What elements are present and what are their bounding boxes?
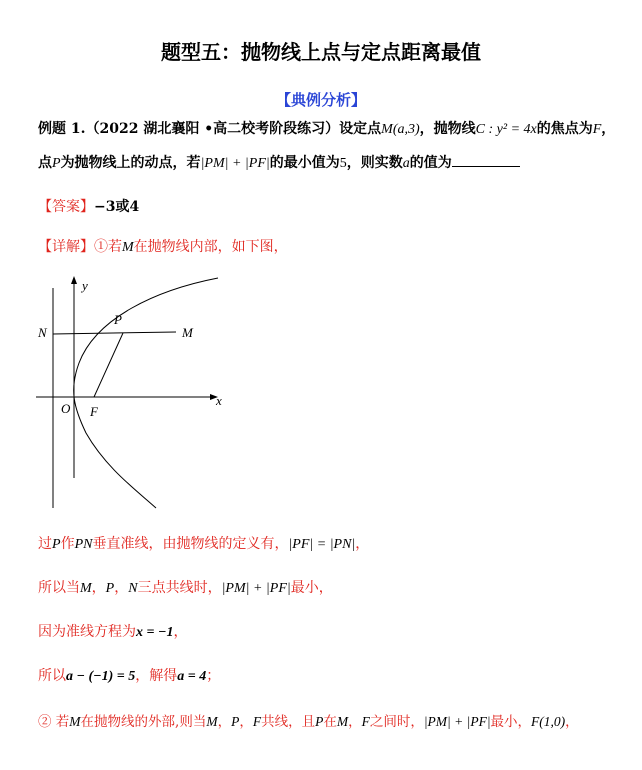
label-x: x (216, 393, 222, 408)
solution-line-4 (38, 665, 220, 685)
label-o: O (61, 401, 71, 416)
sol5-b: 在抛物线的外部,则当 (80, 714, 207, 730)
problem-mid2: 的焦点为 (536, 121, 593, 137)
sol2-p: P (105, 581, 115, 596)
sol4-c: ； (206, 668, 221, 684)
sol1-b: 作 (60, 536, 75, 552)
sol1-d: ， (355, 536, 370, 552)
page-title: 题型五：抛物线上点与定点距离最值 (161, 40, 481, 64)
point-m: M(a,3) (381, 122, 420, 137)
sol1-p: P (52, 537, 61, 552)
sol2-b: ， (91, 580, 106, 596)
sol5-f2: 在 (323, 714, 337, 730)
sol1-c: 垂直准线，由抛物线的定义有， (92, 536, 289, 552)
label-n: N (38, 325, 47, 340)
label-f: F (90, 404, 98, 419)
sol5-p2: P (315, 714, 324, 729)
sol2-m: M (80, 581, 92, 596)
label-m: M (182, 325, 193, 340)
sol5-c: ， (217, 714, 232, 730)
detail-line (38, 236, 288, 256)
sol3-b: ， (173, 624, 188, 640)
sol3-a: 因为准线方程为 (38, 624, 136, 640)
detail-label: 【详解】 (38, 239, 94, 255)
sol5-d: ， (239, 714, 253, 730)
sol2-e: 最小， (290, 580, 333, 596)
sol3-eq: x = −1 (136, 625, 174, 640)
problem-mid1: ，抛物线 (419, 121, 476, 137)
param-a: a (402, 156, 410, 171)
segment-pf (94, 333, 123, 397)
sol5-f: F (252, 714, 262, 729)
answer-line (38, 196, 139, 216)
sol5-a: ② 若 (38, 714, 70, 730)
sol5-e: 共线，且 (261, 714, 316, 730)
sol2-expr: |PM| + |PF| (221, 581, 291, 596)
sol2-n: N (128, 581, 138, 596)
problem-end1: ， (601, 121, 616, 137)
label-y: y (82, 278, 88, 293)
sol4-a: 所以 (38, 668, 66, 684)
sol5-h: 之间时， (369, 714, 424, 730)
sol5-fc: F(1,0) (531, 714, 566, 729)
sol2-c: ， (114, 580, 129, 596)
sol5-i: 最小， (490, 714, 532, 730)
problem-l2a: 点 (38, 155, 52, 171)
sol4-eq: a − (−1) = 5 (66, 669, 136, 684)
sum-expression: |PM| + |PF| (200, 156, 270, 171)
parabola-figure (36, 268, 236, 512)
sol5-m3: M (336, 714, 349, 729)
line-nm (53, 332, 176, 334)
focus-f: F (592, 122, 602, 137)
problem-l2b: 为抛物线上的动点，若 (60, 155, 201, 171)
point-p: P (52, 156, 61, 171)
sol5-expr: |PM| + |PF| (423, 714, 491, 729)
solution-line-5 (38, 710, 579, 730)
problem-prefix: 例题 1.（2022 湖北襄阳 •高二校考阶段练习）设定点 (38, 121, 382, 137)
answer-value: −3或4 (94, 199, 140, 215)
min-value: 5 (339, 156, 347, 171)
detail-m: M (122, 240, 134, 255)
solution-line-2 (38, 577, 333, 597)
solution-line-3 (38, 621, 187, 641)
label-p: P (114, 312, 122, 327)
sol2-d: 三点共线时， (137, 580, 222, 596)
sol5-j: ， (565, 714, 579, 730)
answer-blank (452, 152, 520, 167)
sol1-pn: PN (74, 537, 93, 552)
problem-l2e: 的值为 (409, 155, 452, 171)
problem-line-2 (38, 152, 520, 172)
y-axis-arrow (71, 276, 77, 284)
sol4-b: ，解得 (135, 668, 178, 684)
sol1-eq: |PF| = |PN| (288, 537, 356, 552)
answer-label: 【答案】 (38, 199, 94, 215)
parabola-equation: C : y² = 4x (475, 122, 537, 137)
problem-line-1 (38, 118, 615, 138)
detail-case1: ①若 (94, 239, 122, 255)
problem-l2d: ，则实数 (346, 155, 403, 171)
problem-l2c: 的最小值为 (269, 155, 340, 171)
sol4-sol: a = 4 (177, 669, 207, 684)
sol5-f3: F (361, 714, 370, 729)
solution-line-1 (38, 533, 369, 553)
sol5-p: P (231, 714, 240, 729)
detail-case1-rest: 在抛物线内部，如下图， (133, 239, 288, 255)
sol1-a: 过 (38, 536, 52, 552)
sol5-m: M (69, 714, 81, 729)
sol5-g: ， (348, 714, 362, 730)
section-heading: 【典例分析】 (275, 91, 366, 109)
sol2-a: 所以当 (38, 580, 80, 596)
sol5-m2: M (206, 714, 218, 729)
